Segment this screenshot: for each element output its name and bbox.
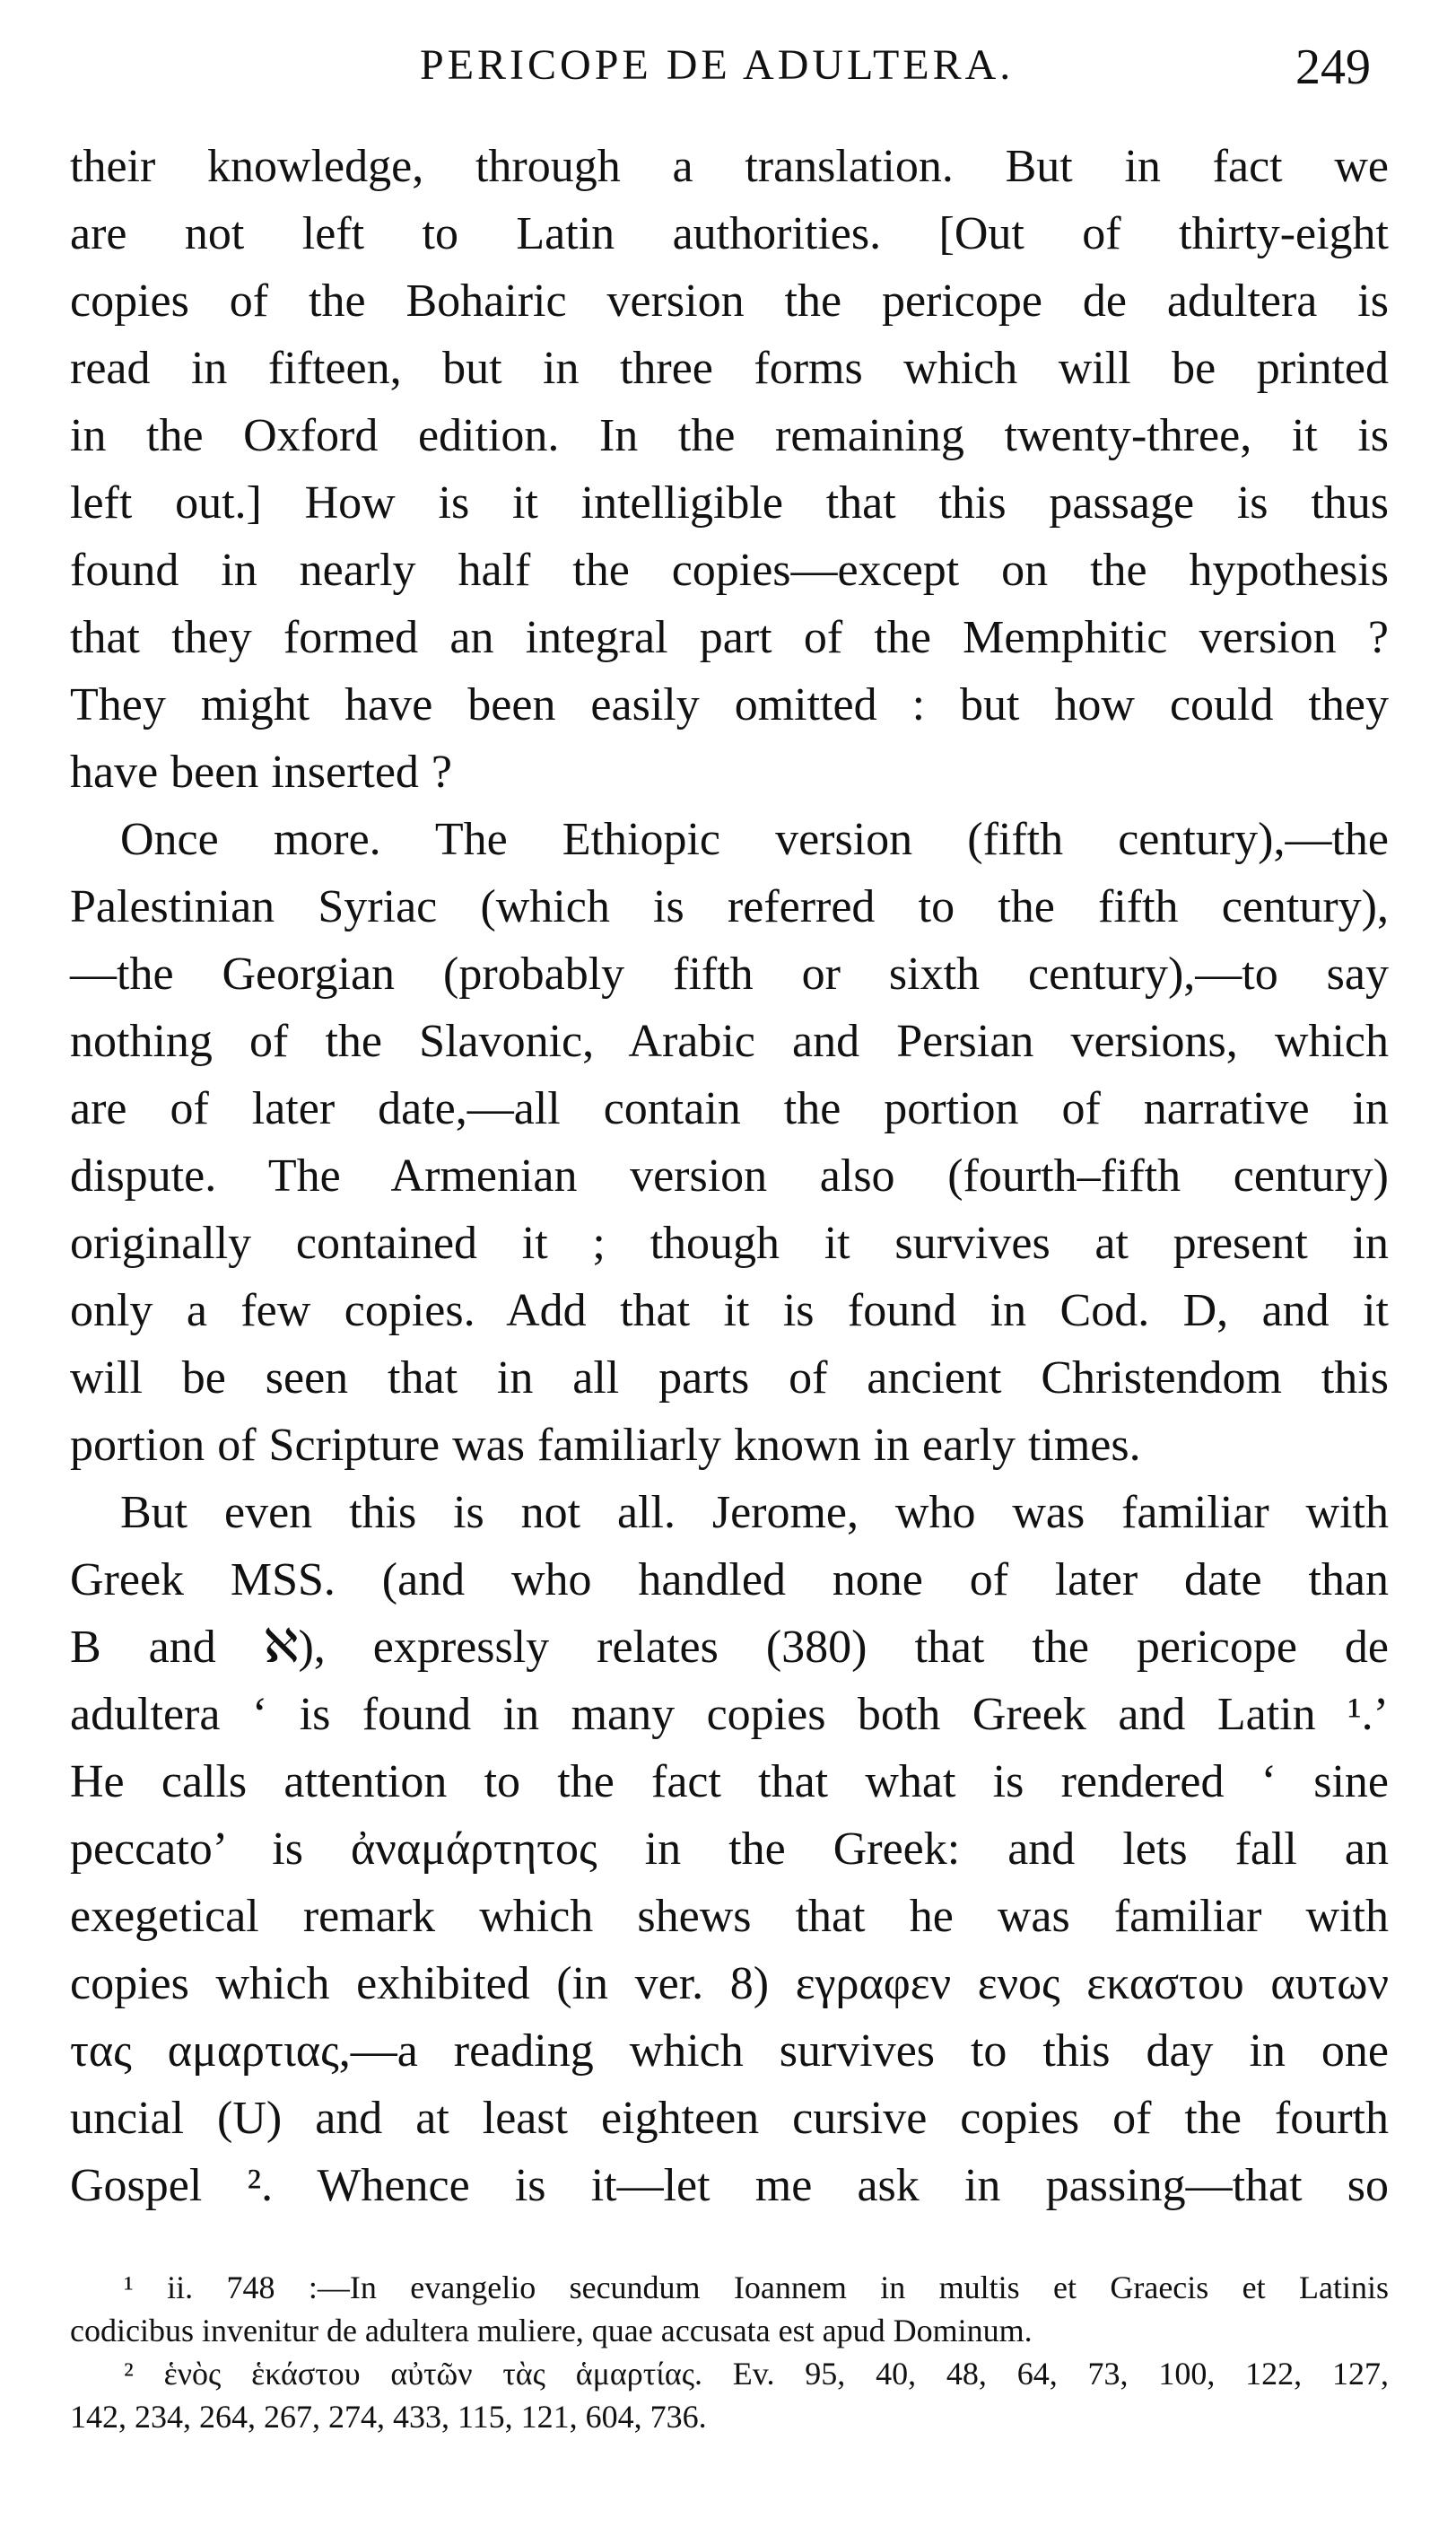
text-line: —the Georgian (probably fifth or sixth century),—to say <box>70 949 1389 1000</box>
text-line: left out.] How is it intelligible that this passage is thus <box>70 477 1389 529</box>
paragraph-start-line: But even this is not all. Jerome, who was familiar with <box>120 1487 1389 1538</box>
footnote-line: ² ἑνὸς ἑκάστου αὐτῶν τὰς ἁμαρτίας. Ev. 95, 40, 48, 64, 73, 100, 122, 127, <box>124 2356 1389 2392</box>
footnote-line: 142, 234, 264, 267, 274, 433, 115, 121, 604, 736. <box>70 2399 707 2435</box>
footnote-line: ¹ ii. 748 :—In evangelio secundum Ioannem in multis et Graecis et Latinis <box>124 2270 1389 2305</box>
running-head <box>70 34 1389 97</box>
text-line: He calls attention to the fact that what is rendered ‘ sine <box>70 1756 1389 1807</box>
text-line: their knowledge, through a translation. But in fact we <box>70 141 1389 192</box>
text-line: copies of the Bohairic version the pericope de adultera is <box>70 275 1389 327</box>
text-line: read in fifteen, but in three forms which will be printed <box>70 343 1389 394</box>
running-title: PERICOPE DE ADULTERA. <box>420 41 1015 89</box>
text-line: Gospel ². Whence is it—let me ask in passing—that so <box>70 2160 1389 2211</box>
text-line: nothing of the Slavonic, Arabic and Persian versions, which <box>70 1016 1389 1067</box>
text-line: Greek MSS. (and who handled none of later date than <box>70 1554 1389 1605</box>
text-line: have been inserted ? <box>70 747 453 798</box>
text-line: that they formed an integral part of the Memphitic version ? <box>70 612 1389 663</box>
page-number: 249 <box>1295 39 1371 95</box>
text-line: dispute. The Armenian version also (fourth–fifth century) <box>70 1150 1389 1202</box>
text-line: only a few copies. Add that it is found in Cod. D, and it <box>70 1285 1389 1336</box>
text-line: copies which exhibited (in ver. 8) εγραφεν ενος εκαστου αυτων <box>70 1958 1389 2009</box>
text-line: will be seen that in all parts of ancient Christendom this <box>70 1352 1389 1404</box>
text-line: exegetical remark which shews that he was familiar with <box>70 1891 1389 1942</box>
text-line: portion of Scripture was familiarly known in early times. <box>70 1420 1141 1471</box>
footnote-line: codicibus invenitur de adultera muliere, quae accusata est apud Dominum. <box>70 2313 1033 2348</box>
text-line: peccato’ is ἀναμάρτητος in the Greek: and lets fall an <box>70 1823 1389 1875</box>
body-text <box>70 133 1389 2219</box>
text-line: uncial (U) and at least eighteen cursive copies of the fourth <box>70 2093 1389 2144</box>
text-line: They might have been easily omitted : but how could they <box>70 679 1389 730</box>
text-line: originally contained it ; though it survives at present in <box>70 1218 1389 1269</box>
text-line: Palestinian Syriac (which is referred to the fifth century), <box>70 881 1389 932</box>
text-line: found in nearly half the copies—except on the hypothesis <box>70 545 1389 596</box>
paragraph-start-line: Once more. The Ethiopic version (fifth century),—the <box>120 814 1389 865</box>
text-line: B and ℵ), expressly relates (380) that the pericope de <box>70 1622 1389 1673</box>
text-line: τας αμαρτιας,—a reading which survives to this day in one <box>70 2025 1389 2077</box>
text-line: are of later date,—all contain the portion of narrative in <box>70 1083 1389 1134</box>
text-line: adultera ‘ is found in many copies both Greek and Latin ¹.’ <box>70 1689 1389 1740</box>
footnotes <box>70 2266 1389 2438</box>
text-line: are not left to Latin authorities. [Out of thirty-eight <box>70 208 1389 259</box>
text-line: in the Oxford edition. In the remaining twenty-three, it is <box>70 410 1389 461</box>
